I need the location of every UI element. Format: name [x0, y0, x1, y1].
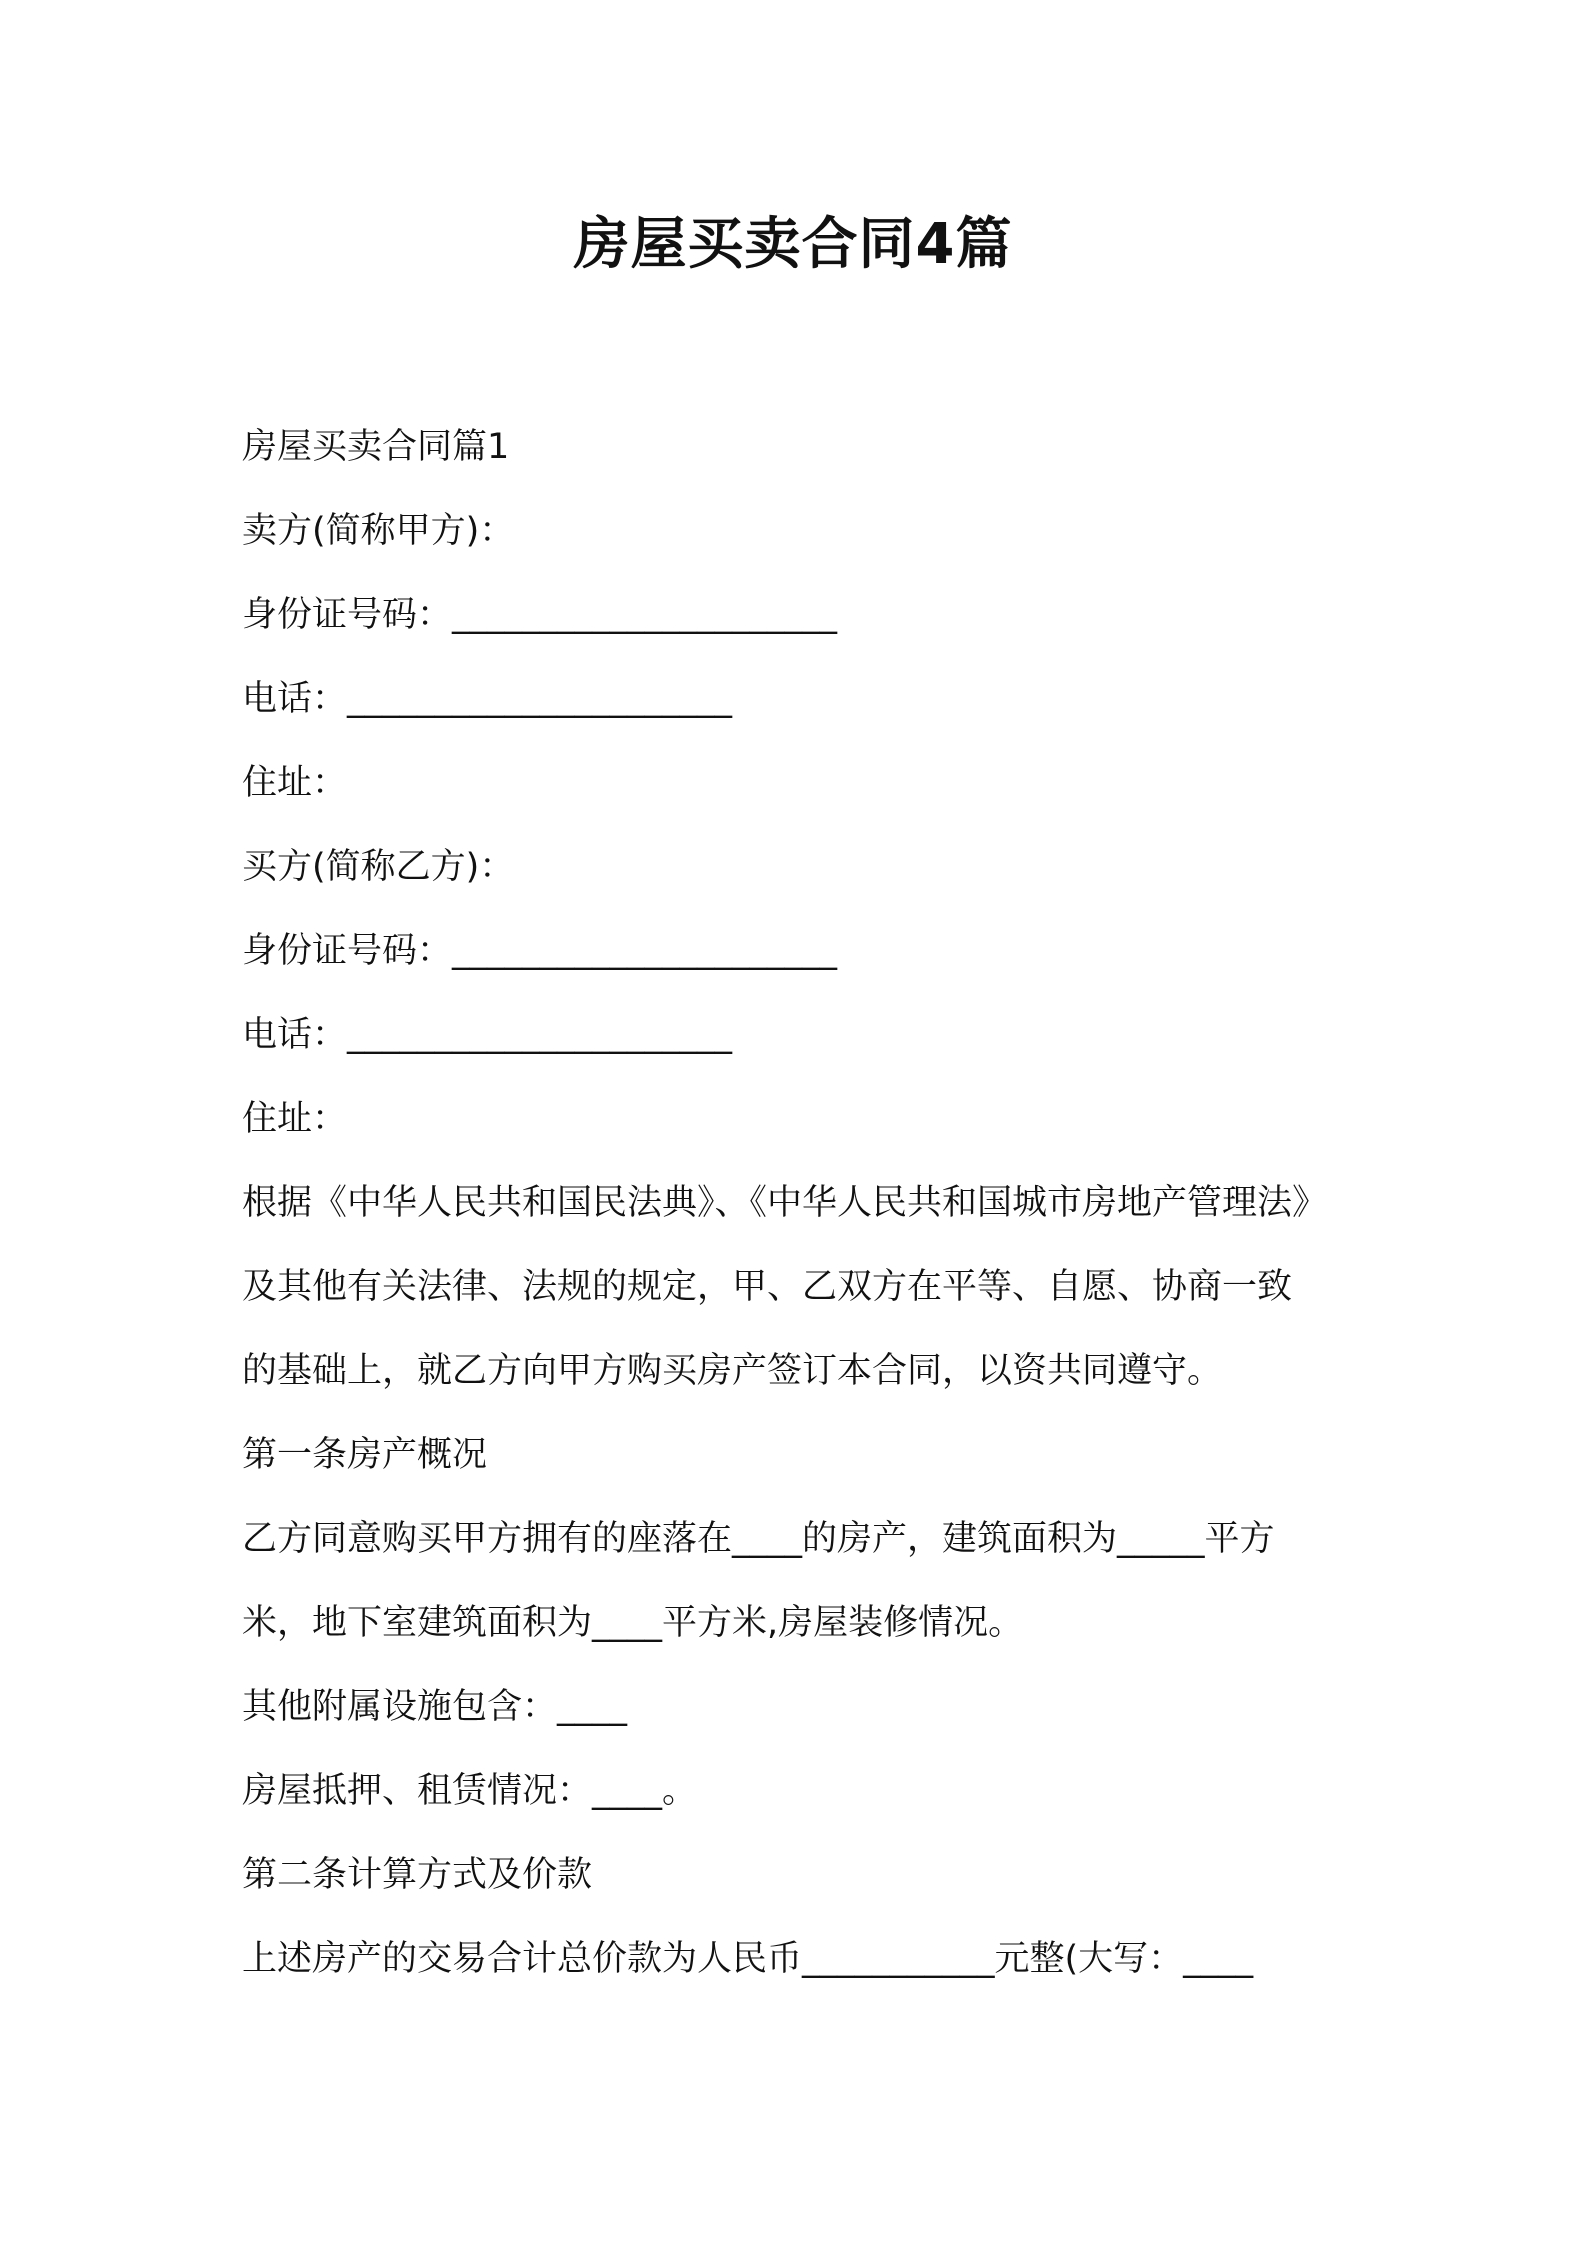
- article-1-heading: 第一条房产概况: [242, 1435, 488, 1475]
- section-heading-contract-1: 房屋买卖合同篇1: [242, 427, 510, 467]
- seller-label: 卖方(简称甲方)：: [242, 511, 515, 551]
- document-title: 房屋买卖合同4篇: [573, 212, 1013, 277]
- seller-address-field: 住址：: [242, 763, 348, 803]
- document-body: [242, 405, 1352, 2001]
- buyer-id-number-field: 身份证号码：______________________: [242, 931, 838, 971]
- article-1-line-2: 米，地下室建筑面积为____平方米,房屋装修情况。: [242, 1603, 1024, 1643]
- mortgage-lease-field: 房屋抵押、租赁情况：____。: [242, 1771, 698, 1811]
- article-2-heading: 第二条计算方式及价款: [242, 1855, 593, 1895]
- seller-phone-field: 电话：______________________: [242, 679, 733, 719]
- article-2-line-1: 上述房产的交易合计总价款为人民币___________元整(大写：____: [242, 1939, 1254, 1979]
- buyer-address-field: 住址：: [242, 1099, 348, 1139]
- preamble-line-1: 根据《中华人民共和国民法典》、《中华人民共和国城市房地产管理法》: [242, 1183, 1328, 1223]
- facilities-field: 其他附属设施包含：____: [242, 1687, 628, 1727]
- buyer-phone-field: 电话：______________________: [242, 1015, 733, 1055]
- buyer-label: 买方(简称乙方)：: [242, 847, 515, 887]
- article-1-line-1: 乙方同意购买甲方拥有的座落在____的房产，建筑面积为_____平方: [242, 1519, 1275, 1559]
- seller-id-number-field: 身份证号码：______________________: [242, 595, 838, 635]
- preamble-line-3: 的基础上，就乙方向甲方购买房产签订本合同，以资共同遵守。: [242, 1351, 1223, 1391]
- preamble-line-2: 及其他有关法律、法规的规定，甲、乙双方在平等、自愿、协商一致: [242, 1267, 1293, 1307]
